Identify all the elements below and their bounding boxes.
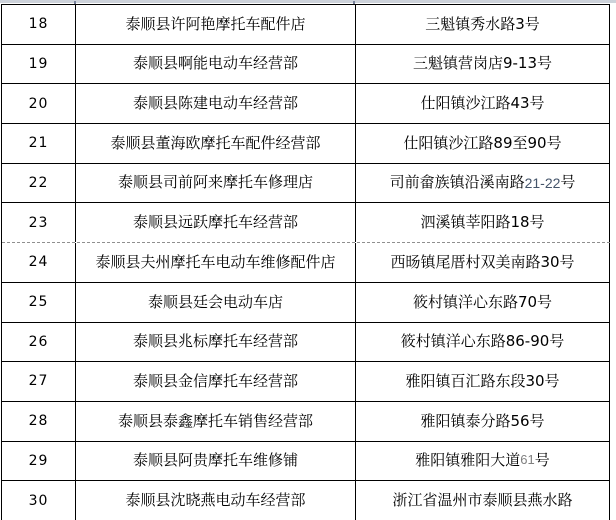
address-text: 雅阳镇泰分路56号 [420, 411, 545, 430]
address-cell[interactable] [356, 402, 610, 441]
row-number-cell[interactable]: 26 [2, 323, 76, 362]
business-name-cell[interactable]: 泰顺县董海欧摩托车配件经营部 [76, 124, 356, 163]
business-name-cell[interactable]: 泰顺县廷会电动车店 [76, 283, 356, 322]
row-number-cell[interactable]: 21 [2, 124, 76, 163]
address-text: 泗溪镇莘阳路18号 [420, 213, 545, 232]
row-number-cell[interactable]: 24 [2, 243, 76, 282]
address-text: 三魁镇营岗店9-13号 [412, 54, 553, 73]
table-row [2, 323, 610, 363]
table-row [2, 203, 610, 243]
address-text: 仕阳镇沙江路89至90号 [403, 133, 562, 152]
business-name-cell[interactable]: 泰顺县兆标摩托车经营部 [76, 323, 356, 362]
address-cell[interactable] [356, 442, 610, 481]
row-number-cell[interactable]: 30 [2, 481, 76, 520]
address-cell[interactable] [356, 5, 610, 44]
address-text: 雅阳镇雅阳大道 [415, 451, 521, 470]
address-text: 筱村镇洋心东路70号 [412, 292, 553, 311]
business-name-cell[interactable]: 泰顺县金信摩托车经营部 [76, 362, 356, 401]
address-cell[interactable] [356, 283, 610, 322]
address-text: 司前畲族镇沿溪南路 [389, 173, 525, 192]
business-name-cell[interactable]: 泰顺县远跃摩托车经营部 [76, 203, 356, 242]
table-row [2, 5, 610, 45]
row-number-cell[interactable]: 27 [2, 362, 76, 401]
table-row [2, 283, 610, 323]
address-text: 西旸镇尾厝村双美南路30号 [390, 252, 575, 271]
address-text: 仕阳镇沙江路43号 [420, 94, 545, 113]
address-cell[interactable] [356, 124, 610, 163]
table-row [2, 402, 610, 442]
table-row [2, 45, 610, 85]
address-cell[interactable] [356, 45, 610, 84]
business-name-cell[interactable]: 泰顺县许阿艳摩托车配件店 [76, 5, 356, 44]
table-row [2, 84, 610, 124]
address-cell[interactable] [356, 84, 610, 123]
address-cell[interactable] [356, 203, 610, 242]
business-name-cell[interactable]: 泰顺县啊能电动车经营部 [76, 45, 356, 84]
table-row [2, 124, 610, 164]
window-edge-strip [0, 0, 616, 3]
address-cell[interactable] [356, 362, 610, 401]
row-number-cell[interactable]: 20 [2, 84, 76, 123]
table-row [2, 362, 610, 402]
business-table [1, 4, 610, 520]
address-text: 浙江省温州市泰顺县燕水路 [392, 490, 573, 509]
business-name-cell[interactable]: 泰顺县沈晓燕电动车经营部 [76, 481, 356, 520]
address-text: 筱村镇洋心东路86-90号 [400, 332, 565, 351]
business-name-cell[interactable]: 泰顺县陈建电动车经营部 [76, 84, 356, 123]
address-cell[interactable] [356, 164, 610, 203]
address-cell[interactable] [356, 481, 610, 520]
address-text: 号 [560, 173, 576, 192]
row-number-cell[interactable]: 28 [2, 402, 76, 441]
address-text: 三魁镇秀水路3号 [425, 14, 540, 33]
business-name-cell[interactable]: 泰顺县泰鑫摩托车销售经营部 [76, 402, 356, 441]
table-row [2, 481, 610, 520]
business-name-cell[interactable]: 泰顺县阿贵摩托车维修铺 [76, 442, 356, 481]
row-number-cell[interactable]: 19 [2, 45, 76, 84]
business-name-cell[interactable]: 泰顺县司前阿来摩托车修理店 [76, 164, 356, 203]
row-number-cell[interactable]: 18 [2, 5, 76, 44]
table-row [2, 442, 610, 482]
address-cell[interactable] [356, 323, 610, 362]
row-number-cell[interactable]: 23 [2, 203, 76, 242]
business-name-cell[interactable]: 泰顺县夫州摩托车电动车维修配件店 [76, 243, 356, 282]
row-number-cell[interactable]: 22 [2, 164, 76, 203]
address-text: 号 [534, 451, 550, 470]
address-cell[interactable] [356, 243, 610, 282]
address-highlight-gray: 61 [520, 452, 535, 468]
row-number-cell[interactable]: 25 [2, 283, 76, 322]
table-row [2, 243, 610, 283]
row-number-cell[interactable]: 29 [2, 442, 76, 481]
address-highlight-blue: 21-22 [524, 175, 561, 192]
address-text: 雅阳镇百汇路东段30号 [405, 371, 560, 390]
table-row [2, 164, 610, 204]
